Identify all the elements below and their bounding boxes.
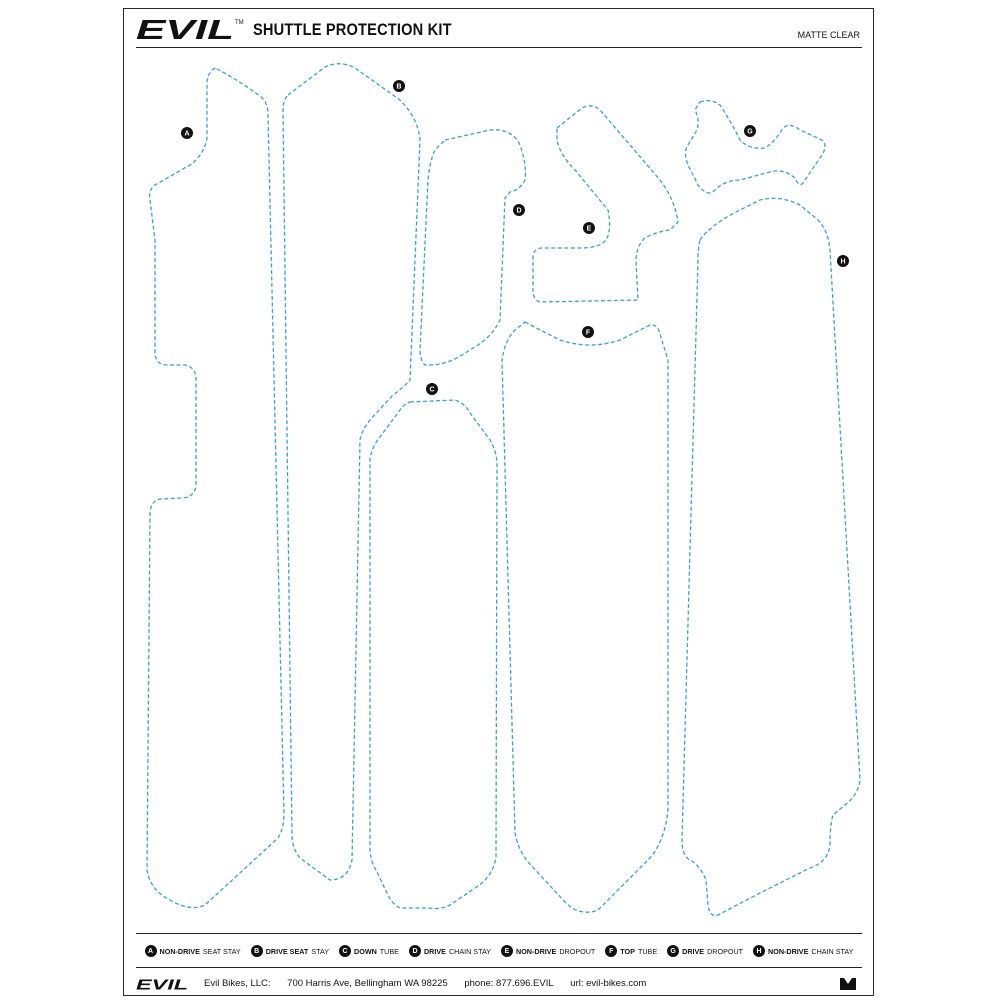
- svg-text:B: B: [396, 83, 402, 91]
- svg-text:D: D: [516, 207, 522, 215]
- legend-item-e: [501, 945, 595, 957]
- legend-side: DRIVE SEAT: [265, 946, 309, 956]
- legend-bullet: C: [339, 945, 351, 957]
- piece-label-g: [744, 125, 756, 137]
- legend-bullet: D: [409, 945, 421, 957]
- piece-label-d: [513, 204, 525, 216]
- svg-text:A: A: [184, 130, 190, 138]
- document-title: SHUTTLE PROTECTION KIT: [253, 20, 452, 39]
- legend-bullet: B: [251, 945, 263, 957]
- legend-part: TUBE: [379, 946, 399, 956]
- piece-label-a: [181, 127, 193, 139]
- piece-h-outline: [682, 198, 860, 915]
- piece-e-outline: [533, 106, 678, 302]
- legend-bullet: E: [501, 945, 513, 957]
- legend-divider-top: [136, 933, 862, 934]
- legend-part: SEAT STAY: [202, 946, 241, 956]
- piece-d-outline: [420, 130, 525, 365]
- piece-label-h: [837, 255, 849, 267]
- piece-label-e: [583, 222, 595, 234]
- legend-bullet: H: [753, 945, 765, 957]
- finish-label: MATTE CLEAR: [797, 30, 860, 40]
- footer-phone: phone: 877.696.EVIL: [464, 978, 554, 989]
- svg-text:G: G: [747, 128, 753, 136]
- legend-bullet: F: [605, 945, 617, 957]
- legend-part: CHAIN STAY: [811, 946, 854, 956]
- svg-text:F: F: [585, 329, 591, 337]
- piece-label-c: [426, 383, 438, 395]
- piece-c-outline: [370, 400, 497, 909]
- svg-text:H: H: [840, 258, 846, 266]
- legend-part: DROPOUT: [707, 946, 744, 956]
- legend-item-g: [667, 945, 743, 957]
- legend-bullet: G: [667, 945, 679, 957]
- svg-text:E: E: [586, 225, 592, 233]
- piece-a-outline: [147, 68, 284, 908]
- piece-g-outline: [686, 101, 826, 194]
- footer-company: Evil Bikes, LLC:: [204, 978, 271, 989]
- legend-side: NON-DRIVE: [159, 946, 200, 956]
- legend-item-b: [251, 945, 329, 957]
- legend-part: TUBE: [637, 946, 658, 956]
- svg-text:EVIL: EVIL: [136, 16, 234, 42]
- piece-label-f: [582, 326, 594, 338]
- legend-item-h: [753, 945, 853, 957]
- legend-item-f: [605, 945, 657, 957]
- legend-part: DROPOUT: [559, 946, 596, 956]
- legend-side: DOWN: [354, 946, 377, 956]
- footer-contact: [204, 978, 660, 989]
- svg-text:TM: TM: [235, 20, 244, 26]
- svg-text:EVIL: EVIL: [136, 977, 188, 991]
- legend-side: NON-DRIVE: [768, 946, 809, 956]
- legend-item-d: [409, 945, 491, 957]
- svg-text:C: C: [429, 386, 435, 394]
- footer-address: 700 Harris Ave, Bellingham WA 98225: [287, 978, 448, 989]
- footer-evil-logo: [136, 977, 192, 994]
- footer: [136, 975, 862, 993]
- evil-chevron-mark-icon: [840, 978, 856, 993]
- piece-label-b: [393, 80, 405, 92]
- piece-legend: [136, 940, 862, 962]
- legend-side: NON-DRIVE: [516, 946, 557, 956]
- piece-f-outline: [502, 322, 668, 912]
- legend-side: DRIVE: [682, 946, 705, 956]
- legend-item-a: [145, 945, 241, 957]
- legend-divider-bottom: [136, 967, 862, 968]
- legend-item-c: [339, 945, 399, 957]
- legend-side: DRIVE: [423, 946, 446, 956]
- footer-url: url: evil-bikes.com: [570, 978, 647, 989]
- legend-part: CHAIN STAY: [448, 946, 492, 956]
- legend-part: STAY: [311, 946, 330, 956]
- piece-b-outline: [283, 64, 420, 880]
- legend-bullet: A: [145, 945, 157, 957]
- legend-side: TOP: [620, 946, 635, 956]
